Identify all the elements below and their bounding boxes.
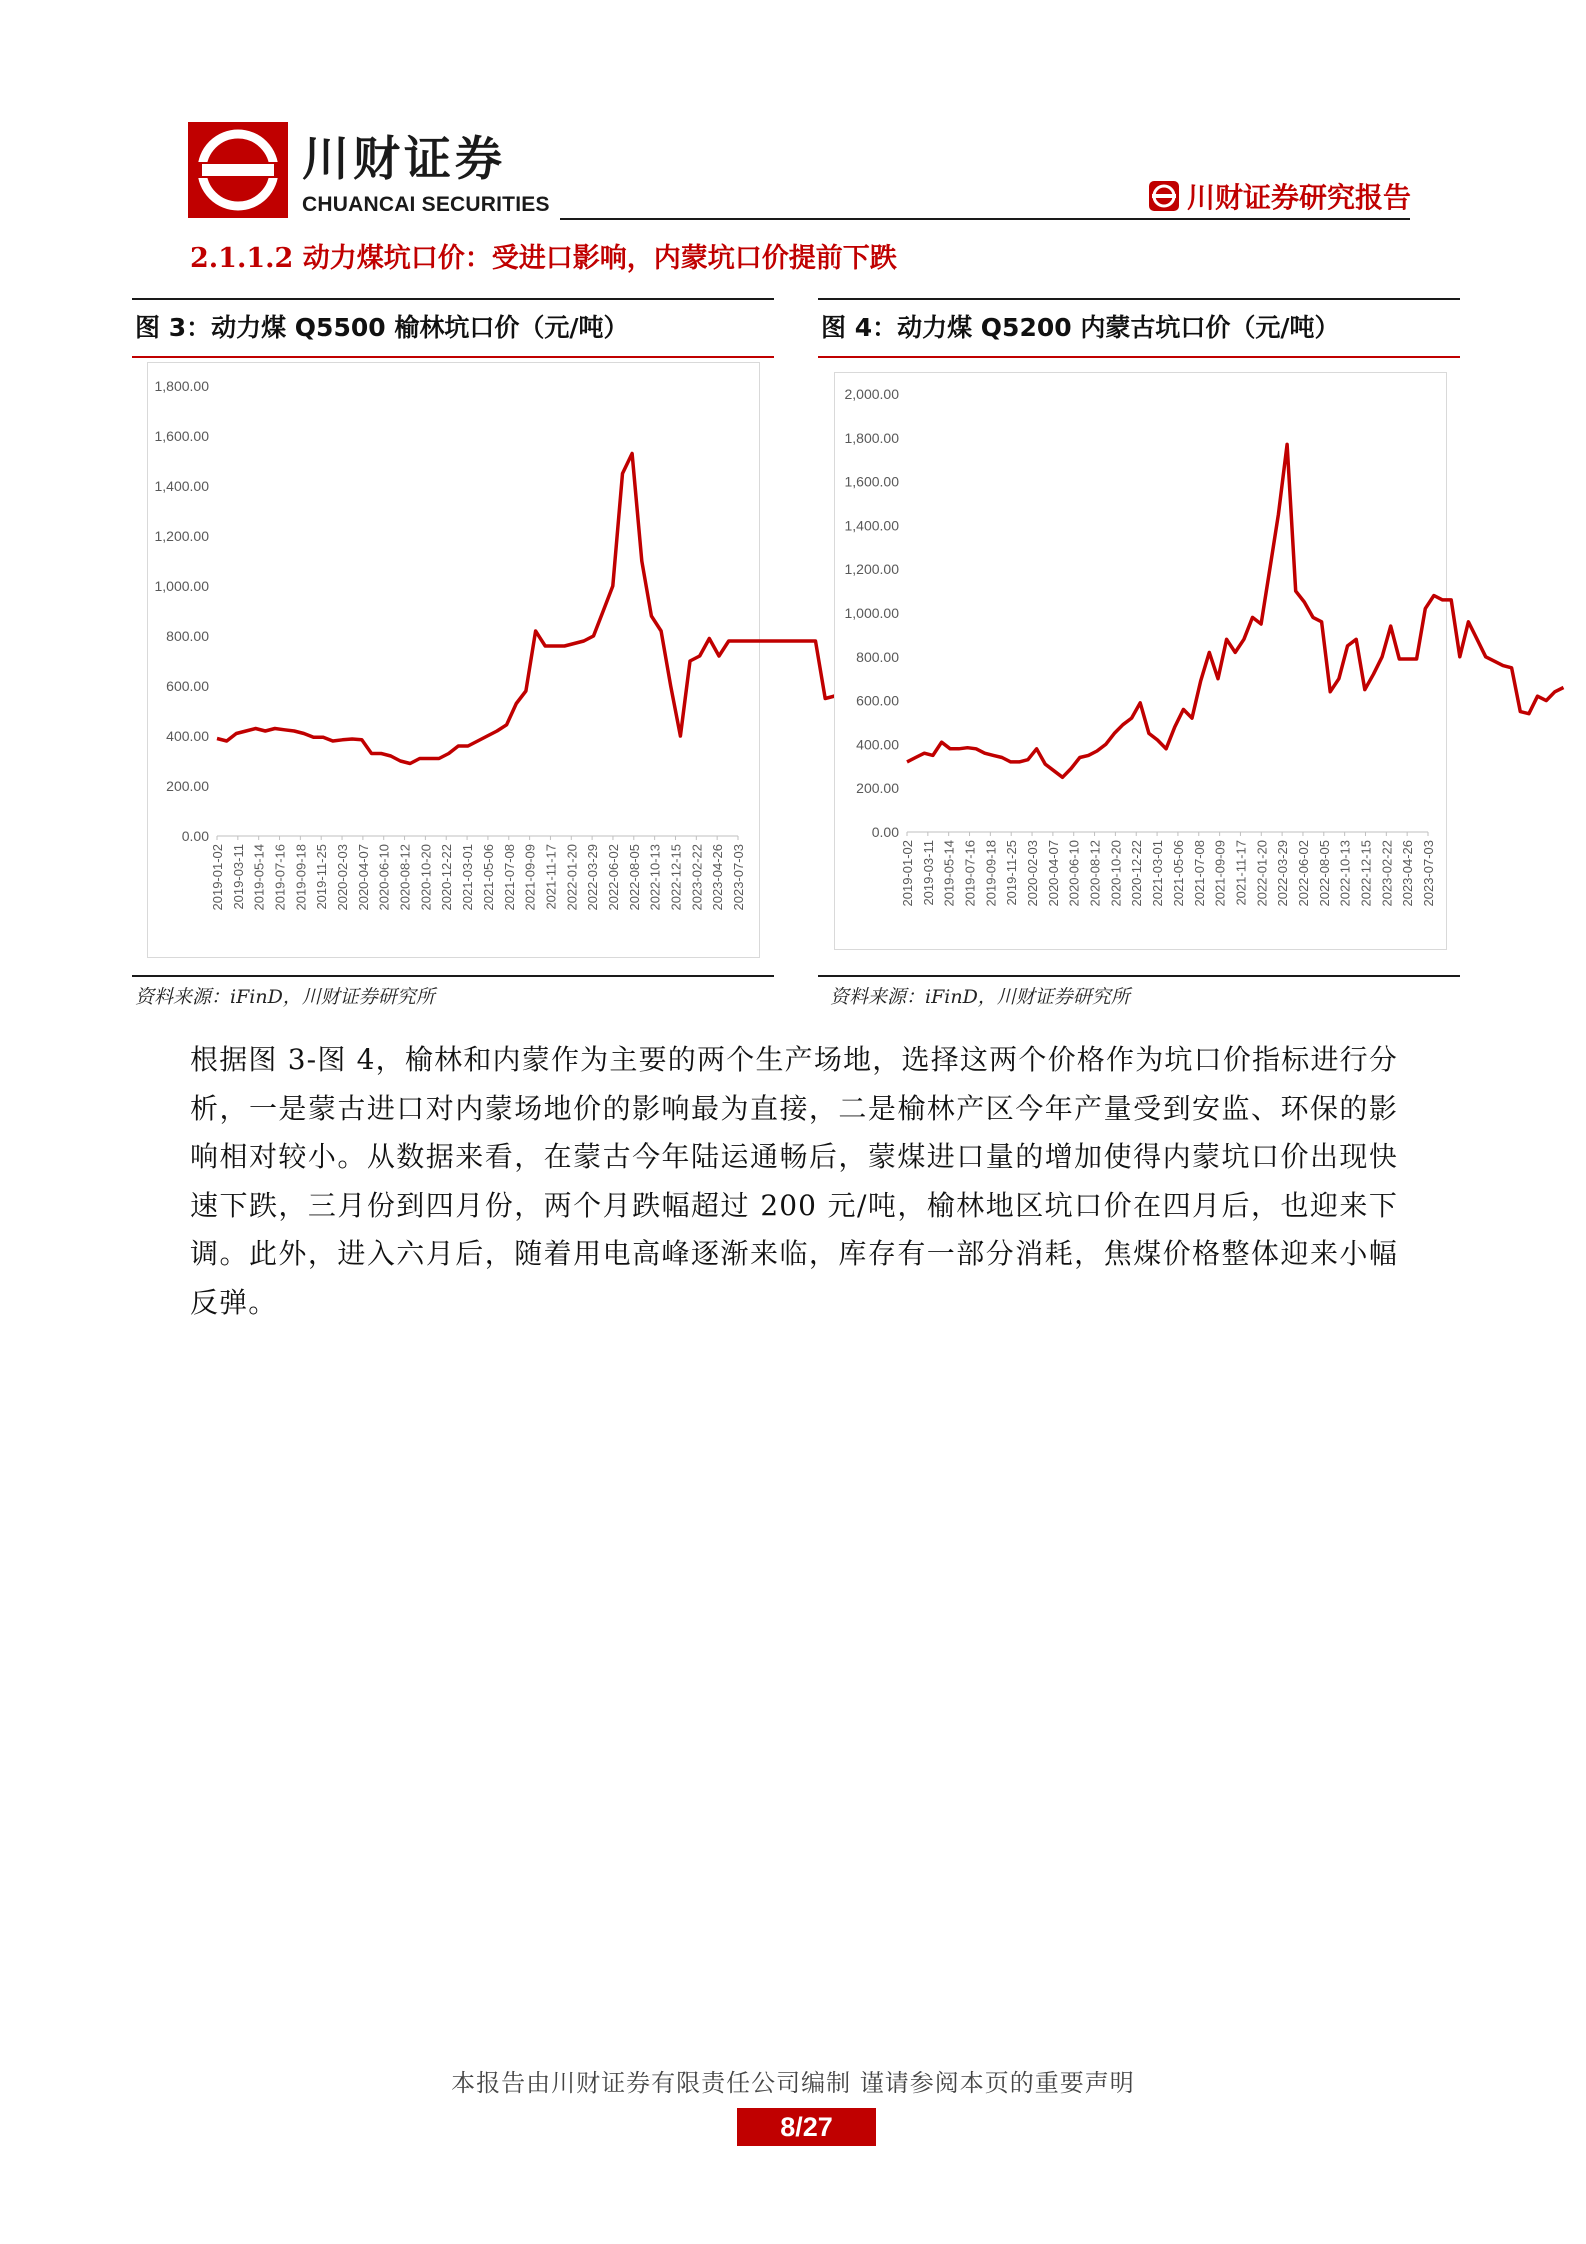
x-tick-label: 2021-05-06 bbox=[480, 844, 496, 911]
x-tick-label: 2022-10-13 bbox=[1337, 840, 1353, 907]
y-tick-label: 600.00 bbox=[166, 678, 209, 694]
x-tick-label: 2020-08-12 bbox=[397, 844, 413, 911]
x-tick-label: 2019-05-14 bbox=[251, 844, 267, 911]
x-tick-label: 2022-01-20 bbox=[1254, 840, 1270, 907]
figure-3-bottom-rule bbox=[132, 975, 774, 977]
y-tick-label: 400.00 bbox=[856, 736, 899, 753]
x-tick-label: 2019-11-25 bbox=[314, 844, 330, 910]
figure-4-top-rule bbox=[818, 298, 1460, 300]
x-tick-label: 2022-12-15 bbox=[668, 844, 684, 911]
y-tick-label: 1,800.00 bbox=[844, 429, 899, 446]
x-tick-label: 2021-09-09 bbox=[1212, 840, 1228, 907]
report-label: 川财证券研究报告 bbox=[1186, 181, 1411, 214]
figure-3-chart bbox=[147, 362, 760, 958]
figure-4-bottom-rule bbox=[818, 975, 1460, 977]
x-tick-label: 2019-09-18 bbox=[293, 844, 309, 911]
x-tick-label: 2022-06-02 bbox=[605, 844, 621, 911]
y-tick-label: 400.00 bbox=[166, 728, 209, 744]
x-tick-label: 2019-07-16 bbox=[962, 840, 978, 907]
x-tick-label: 2023-07-03 bbox=[1421, 840, 1436, 907]
y-tick-label: 200.00 bbox=[856, 780, 899, 797]
x-tick-label: 2022-10-13 bbox=[647, 844, 663, 911]
x-tick-label: 2023-04-26 bbox=[1400, 840, 1416, 907]
x-tick-label: 2022-06-02 bbox=[1295, 840, 1311, 907]
x-tick-label: 2021-11-17 bbox=[1233, 840, 1249, 906]
x-tick-label: 2021-05-06 bbox=[1170, 840, 1186, 907]
figure-3-source: 资料来源：iFinD，川财证券研究所 bbox=[135, 986, 435, 1008]
x-tick-label: 2020-06-10 bbox=[1066, 840, 1082, 907]
y-tick-label: 800.00 bbox=[856, 648, 899, 665]
y-tick-label: 1,400.00 bbox=[844, 517, 899, 534]
x-tick-label: 2019-07-16 bbox=[272, 844, 288, 911]
body-paragraph: 根据图 3-图 4，榆林和内蒙作为主要的两个生产场地，选择这两个价格作为坑口价指标进行分析，一是蒙古进口对内蒙场地价的影响最为直接，二是榆林产区今年产量受到安监、环保的影响相对较小。从数据来看，在蒙古今年陆运通畅后，蒙煤进口量的增加使得内蒙坑口价出现快速下跌，三月份到四月份，两个月跌幅超过 200 元/吨，榆林地区坑口价在四月后，也迎来下调。此外，进入六月后，随着用电高峰逐渐来临，库存有一部分消耗，焦煤价格整体迎来小幅反弹。 bbox=[190, 1043, 1398, 1319]
x-tick-label: 2019-01-02 bbox=[900, 840, 915, 907]
figure-4-chart bbox=[834, 372, 1447, 950]
y-tick-label: 1,800.00 bbox=[154, 378, 209, 394]
x-tick-label: 2020-12-22 bbox=[1129, 840, 1145, 907]
y-tick-label: 1,600.00 bbox=[154, 428, 209, 444]
y-tick-label: 600.00 bbox=[856, 692, 899, 709]
x-tick-label: 2023-07-03 bbox=[731, 844, 746, 911]
x-tick-label: 2022-08-05 bbox=[1316, 840, 1332, 907]
x-tick-label: 2020-10-20 bbox=[418, 844, 434, 911]
x-tick-label: 2019-03-11 bbox=[230, 844, 246, 910]
figure-3-title: 图 3：动力煤 Q5500 榆林坑口价（元/吨） bbox=[135, 313, 629, 342]
x-tick-label: 2023-02-22 bbox=[689, 844, 705, 911]
x-tick-label: 2020-02-03 bbox=[335, 844, 351, 911]
brand-name-cn: 川财证券 bbox=[302, 132, 506, 187]
y-tick-label: 1,200.00 bbox=[844, 561, 899, 578]
figure-4-source: 资料来源：iFinD，川财证券研究所 bbox=[830, 986, 1130, 1008]
y-tick-label: 0.00 bbox=[871, 824, 899, 840]
x-tick-label: 2022-01-20 bbox=[564, 844, 580, 911]
x-tick-label: 2020-04-07 bbox=[1045, 840, 1061, 907]
y-tick-label: 1,400.00 bbox=[154, 478, 209, 494]
figure-3-title-rule bbox=[132, 356, 774, 358]
header-divider bbox=[560, 218, 1410, 220]
report-label-group bbox=[1149, 176, 1411, 216]
x-tick-label: 2020-06-10 bbox=[376, 844, 392, 911]
y-tick-label: 800.00 bbox=[166, 628, 209, 644]
x-tick-label: 2023-04-26 bbox=[710, 844, 726, 911]
x-tick-label: 2021-07-08 bbox=[501, 844, 517, 911]
x-tick-label: 2022-12-15 bbox=[1358, 840, 1374, 907]
y-tick-label: 1,200.00 bbox=[154, 528, 209, 544]
x-tick-label: 2020-12-22 bbox=[439, 844, 455, 911]
x-tick-label: 2021-03-01 bbox=[460, 844, 476, 911]
page-number: 8/27 bbox=[737, 2108, 876, 2146]
x-tick-label: 2021-07-08 bbox=[1191, 840, 1207, 907]
company-logo bbox=[188, 122, 288, 218]
y-tick-label: 1,000.00 bbox=[154, 578, 209, 594]
brand-name-en: CHUANCAI SECURITIES bbox=[302, 193, 550, 216]
y-tick-label: 1,000.00 bbox=[844, 605, 899, 621]
x-tick-label: 2023-02-22 bbox=[1379, 840, 1395, 907]
x-tick-label: 2019-05-14 bbox=[941, 840, 957, 907]
x-tick-label: 2019-11-25 bbox=[1004, 840, 1020, 906]
x-tick-label: 2022-08-05 bbox=[626, 844, 642, 911]
section-heading: 2.1.1.2 动力煤坑口价：受进口影响，内蒙坑口价提前下跌 bbox=[190, 243, 897, 274]
x-tick-label: 2020-10-20 bbox=[1108, 840, 1124, 907]
x-tick-label: 2021-09-09 bbox=[522, 844, 538, 911]
figure-4-title: 图 4：动力煤 Q5200 内蒙古坑口价（元/吨） bbox=[821, 313, 1340, 342]
x-tick-label: 2019-03-11 bbox=[920, 840, 936, 906]
figure-4-title-rule bbox=[818, 356, 1460, 358]
figure-3-top-rule bbox=[132, 298, 774, 300]
x-tick-label: 2020-08-12 bbox=[1087, 840, 1103, 907]
x-tick-label: 2019-01-02 bbox=[210, 844, 225, 911]
x-tick-label: 2021-03-01 bbox=[1150, 840, 1166, 907]
x-tick-label: 2022-03-29 bbox=[1275, 840, 1291, 907]
x-tick-label: 2022-03-29 bbox=[585, 844, 601, 911]
x-tick-label: 2021-11-17 bbox=[543, 844, 559, 910]
footer-disclaimer: 本报告由川财证券有限责任公司编制 谨请参阅本页的重要声明 bbox=[451, 2069, 1135, 2097]
x-tick-label: 2019-09-18 bbox=[983, 840, 999, 907]
x-tick-label: 2020-04-07 bbox=[355, 844, 371, 911]
y-tick-label: 2,000.00 bbox=[844, 386, 899, 402]
report-logo-icon bbox=[1149, 181, 1179, 211]
x-tick-label: 2020-02-03 bbox=[1025, 840, 1041, 907]
y-tick-label: 1,600.00 bbox=[844, 473, 899, 490]
y-tick-label: 0.00 bbox=[181, 828, 209, 844]
y-tick-label: 200.00 bbox=[166, 778, 209, 794]
